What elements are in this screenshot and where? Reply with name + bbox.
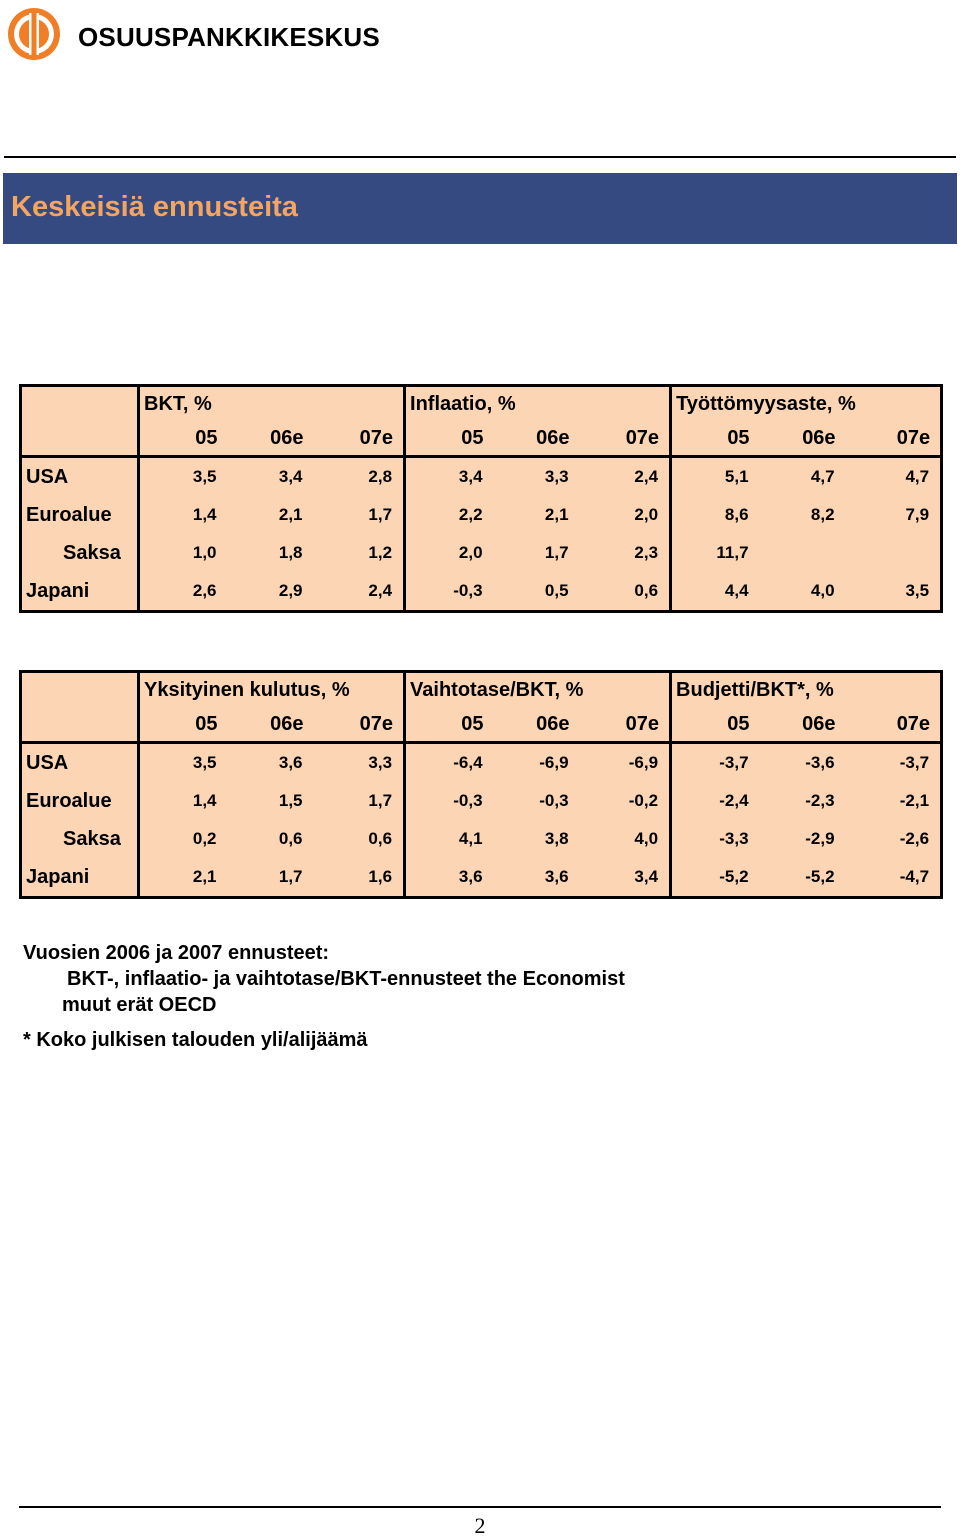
table-cell: 7,9 <box>846 496 942 534</box>
year-header-row <box>21 707 942 743</box>
table-cell: -4,7 <box>846 858 942 898</box>
table-cell: -0,3 <box>453 581 483 600</box>
table-cell: -0,3 <box>539 791 569 810</box>
table-cell: 3,8 <box>544 829 569 848</box>
company-name: OSUUSPANKKIKESKUS <box>78 22 380 52</box>
table-cell: 1,6 <box>314 858 405 898</box>
year-header: 07e <box>314 707 405 743</box>
table-cell: 3,5 <box>192 753 217 772</box>
table-cell: 0,2 <box>192 829 217 848</box>
table-cell: -2,4 <box>719 791 749 810</box>
table-cell: 0,6 <box>580 572 671 612</box>
table-row <box>21 534 942 572</box>
table-cell: 2,4 <box>580 457 671 497</box>
table-cell: 4,7 <box>810 467 835 486</box>
note-line: BKT-, inflaatio- ja vaihtotase/BKT-ennusteet the Economist <box>67 968 625 990</box>
row-label: USA <box>21 743 139 783</box>
table-cell: -2,9 <box>805 829 835 848</box>
page-title: Keskeisiä ennusteita <box>11 191 298 223</box>
table-cell: -3,7 <box>846 743 942 783</box>
row-label: USA <box>21 457 139 497</box>
page-number: 2 <box>474 1513 486 1538</box>
year-header: 06e <box>536 426 570 449</box>
year-header: 06e <box>536 712 570 735</box>
row-label: Japani <box>21 572 139 612</box>
table-cell: -0,3 <box>453 791 483 810</box>
year-header: 06e <box>802 426 836 449</box>
table-cell: 4,0 <box>810 581 835 600</box>
table-cell: 2,0 <box>458 543 483 562</box>
table-cell <box>760 534 846 572</box>
group-header-row <box>21 386 942 422</box>
table-cell: 0,5 <box>544 581 569 600</box>
table-row <box>21 820 942 858</box>
table-cell: 2,1 <box>544 505 569 524</box>
table-cell: 1,4 <box>192 505 217 524</box>
table-cell: 1,8 <box>278 543 303 562</box>
row-label: Saksa <box>21 820 139 858</box>
header-divider <box>4 156 956 158</box>
forecast-table-consumption-currentaccount-budget <box>19 670 943 899</box>
year-header: 06e <box>802 712 836 735</box>
group-header: BKT, % <box>139 386 405 422</box>
table-cell: 2,8 <box>314 457 405 497</box>
table-cell: 4,4 <box>724 581 749 600</box>
table-cell: -5,2 <box>805 867 835 886</box>
table-cell: 2,0 <box>580 496 671 534</box>
group-header-row <box>21 672 942 708</box>
table-cell: 1,7 <box>278 867 303 886</box>
table-cell: -2,6 <box>846 820 942 858</box>
table-cell: 1,4 <box>192 791 217 810</box>
table-cell: 0,6 <box>314 820 405 858</box>
table-cell: 1,5 <box>278 791 303 810</box>
table-cell: -2,3 <box>805 791 835 810</box>
table-cell: 3,6 <box>544 867 569 886</box>
footnote: * Koko julkisen talouden yli/alijäämä <box>23 1029 368 1051</box>
table-cell: 0,6 <box>278 829 303 848</box>
table-cell: 3,5 <box>846 572 942 612</box>
year-header: 07e <box>314 421 405 457</box>
note-line: Vuosien 2006 ja 2007 ennusteet: <box>23 942 330 964</box>
year-header: 07e <box>580 421 671 457</box>
table-cell: 8,6 <box>724 505 749 524</box>
forecast-notes <box>23 940 625 1053</box>
year-header: 05 <box>727 712 750 735</box>
table-cell: -3,3 <box>719 829 749 848</box>
table-cell: 4,1 <box>458 829 483 848</box>
note-line: muut erät OECD <box>62 994 217 1016</box>
table-cell: 3,4 <box>580 858 671 898</box>
year-header: 07e <box>846 421 942 457</box>
osuuspankki-logo <box>7 7 61 61</box>
table-cell: -6,4 <box>453 753 483 772</box>
table-row <box>21 457 942 497</box>
table-row <box>21 743 942 783</box>
table-cell: 1,2 <box>314 534 405 572</box>
table-cell: -5,2 <box>719 867 749 886</box>
table-cell: -3,7 <box>719 753 749 772</box>
table-cell: 3,6 <box>278 753 303 772</box>
group-header: Työttömyysaste, % <box>671 386 942 422</box>
group-header: Inflaatio, % <box>405 386 671 422</box>
table-cell <box>846 534 942 572</box>
footer-divider <box>19 1506 941 1508</box>
table-cell: 2,4 <box>314 572 405 612</box>
table-cell: 1,7 <box>314 782 405 820</box>
year-header: 07e <box>846 707 942 743</box>
year-header: 05 <box>461 426 484 449</box>
table-cell: 5,1 <box>724 467 749 486</box>
year-header: 06e <box>270 426 304 449</box>
row-label: Japani <box>21 858 139 898</box>
table-cell: -6,9 <box>539 753 569 772</box>
group-header: Yksityinen kulutus, % <box>139 672 405 708</box>
table-cell: 3,6 <box>458 867 483 886</box>
table-cell: 1,7 <box>314 496 405 534</box>
table-cell: -0,2 <box>580 782 671 820</box>
table-row <box>21 782 942 820</box>
corner-cell <box>21 672 139 743</box>
table-cell: 2,1 <box>192 867 217 886</box>
table-cell: 8,2 <box>810 505 835 524</box>
table-cell: 4,0 <box>580 820 671 858</box>
group-header: Budjetti/BKT*, % <box>671 672 942 708</box>
table-cell: 2,1 <box>278 505 303 524</box>
row-label: Euroalue <box>21 782 139 820</box>
table-cell: -6,9 <box>580 743 671 783</box>
row-label: Euroalue <box>21 496 139 534</box>
title-bar <box>3 173 957 244</box>
table-cell: 1,7 <box>544 543 569 562</box>
table-cell: -3,6 <box>805 753 835 772</box>
table-cell: 3,3 <box>314 743 405 783</box>
table-row <box>21 858 942 898</box>
table-row <box>21 572 942 612</box>
year-header-row <box>21 421 942 457</box>
table-cell: 2,9 <box>278 581 303 600</box>
table-cell: 2,2 <box>458 505 483 524</box>
table-cell: 3,4 <box>458 467 483 486</box>
year-header: 06e <box>270 712 304 735</box>
year-header: 05 <box>195 426 218 449</box>
group-header: Vaihtotase/BKT, % <box>405 672 671 708</box>
table-cell: 2,6 <box>192 581 217 600</box>
table-cell: 3,4 <box>278 467 303 486</box>
table-cell: 2,3 <box>580 534 671 572</box>
table-cell: 3,5 <box>192 467 217 486</box>
year-header: 05 <box>461 712 484 735</box>
table-cell: -2,1 <box>846 782 942 820</box>
year-header: 07e <box>580 707 671 743</box>
table-cell: 11,7 <box>716 543 749 562</box>
row-label: Saksa <box>21 534 139 572</box>
year-header: 05 <box>195 712 218 735</box>
table-cell: 1,0 <box>192 543 217 562</box>
year-header: 05 <box>727 426 750 449</box>
table-cell: 4,7 <box>846 457 942 497</box>
corner-cell <box>21 386 139 457</box>
forecast-table-gdp-inflation-unemployment <box>19 384 943 613</box>
table-cell: 3,3 <box>544 467 569 486</box>
table-row <box>21 496 942 534</box>
